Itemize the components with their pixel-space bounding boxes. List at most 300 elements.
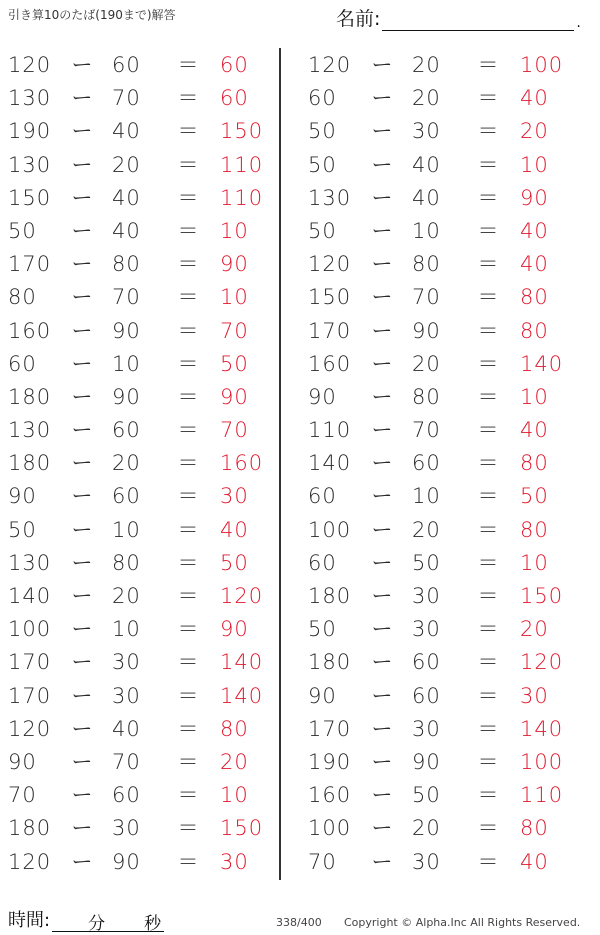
equals-sign: ＝: [177, 517, 199, 542]
minus-sign: ー: [371, 617, 393, 642]
answer: 50: [520, 484, 549, 509]
problem-row: [0, 413, 290, 446]
minuend: 90: [8, 749, 37, 774]
answer: 110: [520, 783, 564, 808]
minuend: 180: [8, 384, 52, 409]
equals-sign: ＝: [177, 152, 199, 177]
minuend: 120: [8, 716, 52, 741]
problem-row: [300, 679, 590, 712]
subtrahend: 20: [412, 86, 441, 111]
problem-row: [300, 413, 590, 446]
answer: 70: [220, 418, 249, 443]
problem-row: [300, 247, 590, 280]
answer: 10: [520, 550, 549, 575]
problem-row: [0, 114, 290, 147]
minuend: 130: [8, 418, 52, 443]
minuend: 160: [308, 351, 352, 376]
minus-sign: ー: [71, 86, 93, 111]
problem-row: [300, 513, 590, 546]
minuend: 50: [8, 517, 37, 542]
answer: 90: [220, 617, 249, 642]
subtrahend: 10: [412, 484, 441, 509]
problem-row: [0, 247, 290, 280]
minuend: 60: [308, 484, 337, 509]
problem-row: [300, 280, 590, 313]
minuend: 50: [308, 617, 337, 642]
minuend: 150: [308, 285, 352, 310]
problem-row: [300, 745, 590, 778]
worksheet-title: 引き算10のたば(190まで)解答: [8, 8, 176, 22]
subtrahend: 80: [112, 550, 141, 575]
subtrahend: 70: [112, 86, 141, 111]
minuend: 60: [308, 550, 337, 575]
problem-row: [300, 845, 590, 878]
minus-sign: ー: [371, 119, 393, 144]
minuend: 50: [308, 152, 337, 177]
minus-sign: ー: [371, 783, 393, 808]
minuend: 130: [8, 86, 52, 111]
subtrahend: 90: [412, 318, 441, 343]
minus-sign: ー: [371, 816, 393, 841]
minus-sign: ー: [71, 517, 93, 542]
equals-sign: ＝: [477, 451, 499, 476]
minuend: 90: [8, 484, 37, 509]
minus-sign: ー: [71, 152, 93, 177]
problem-row: [0, 314, 290, 347]
problem-row: [0, 81, 290, 114]
subtrahend: 60: [412, 451, 441, 476]
subtrahend: 40: [112, 185, 141, 210]
answer: 150: [520, 584, 564, 608]
minus-sign: ー: [371, 285, 393, 310]
problem-row: [0, 214, 290, 247]
subtrahend: 20: [412, 351, 441, 376]
equals-sign: ＝: [477, 152, 499, 177]
problem-row: [300, 114, 590, 147]
answer: 140: [520, 351, 564, 376]
minus-sign: ー: [371, 550, 393, 575]
minus-sign: ー: [71, 185, 93, 210]
equals-sign: ＝: [477, 749, 499, 774]
column-divider: [279, 48, 281, 880]
answer: 40: [220, 517, 249, 542]
subtrahend: 10: [412, 218, 441, 243]
minus-sign: ー: [71, 384, 93, 409]
minuend: 60: [8, 351, 37, 376]
answer: 150: [220, 816, 264, 841]
answer: 140: [220, 683, 264, 708]
minus-sign: ー: [371, 451, 393, 476]
answer: 80: [220, 716, 249, 741]
minuend: 130: [8, 550, 52, 575]
problem-row: [0, 645, 290, 678]
equals-sign: ＝: [477, 53, 499, 77]
minus-sign: ー: [371, 716, 393, 741]
answer: 90: [220, 384, 249, 409]
left-problem-column: [0, 48, 290, 878]
minuend: 170: [8, 650, 52, 675]
minuend: 150: [8, 185, 52, 210]
equals-sign: ＝: [477, 584, 499, 608]
equals-sign: ＝: [477, 617, 499, 642]
minus-sign: ー: [371, 318, 393, 343]
time-input-line[interactable]: [52, 909, 164, 932]
minuend: 180: [308, 650, 352, 675]
minuend: 100: [8, 617, 52, 642]
subtrahend: 70: [412, 285, 441, 310]
problem-row: [300, 81, 590, 114]
minuend: 50: [308, 119, 337, 144]
equals-sign: ＝: [177, 418, 199, 443]
problem-row: [300, 546, 590, 579]
minus-sign: ー: [371, 650, 393, 675]
copyright-notice: Copyright © Alpha.Inc All Rights Reserved.: [344, 916, 581, 929]
problem-row: [0, 48, 290, 81]
subtrahend: 70: [412, 418, 441, 443]
minus-sign: ー: [371, 384, 393, 409]
equals-sign: ＝: [477, 119, 499, 144]
equals-sign: ＝: [477, 185, 499, 210]
time-label: 時間:: [8, 910, 51, 931]
problem-row: [0, 811, 290, 844]
answer: 160: [220, 451, 264, 476]
subtrahend: 30: [412, 716, 441, 741]
minuend: 170: [308, 318, 352, 343]
minus-sign: ー: [71, 816, 93, 841]
subtrahend: 40: [112, 119, 141, 144]
problem-row: [300, 778, 590, 811]
equals-sign: ＝: [477, 86, 499, 111]
problem-row: [300, 645, 590, 678]
right-problem-column: [300, 48, 590, 878]
problem-row: [300, 446, 590, 479]
subtrahend: 50: [412, 550, 441, 575]
problem-row: [300, 347, 590, 380]
equals-sign: ＝: [177, 451, 199, 476]
subtrahend: 10: [112, 517, 141, 542]
problem-row: [300, 479, 590, 512]
answer: 40: [520, 418, 549, 443]
answer: 100: [520, 749, 564, 774]
equals-sign: ＝: [477, 285, 499, 310]
minuend: 120: [308, 53, 352, 77]
problem-row: [300, 48, 590, 81]
minus-sign: ー: [371, 749, 393, 774]
subtrahend: 40: [112, 218, 141, 243]
subtrahend: 30: [112, 650, 141, 675]
problem-row: [300, 148, 590, 181]
minuend: 50: [8, 218, 37, 243]
minus-sign: ー: [71, 418, 93, 443]
subtrahend: 90: [112, 849, 141, 874]
minuend: 80: [8, 285, 37, 310]
answer: 40: [520, 218, 549, 243]
answer: 110: [220, 185, 264, 210]
problem-row: [300, 712, 590, 745]
problem-row: [0, 380, 290, 413]
problem-row: [300, 314, 590, 347]
minuend: 170: [8, 252, 52, 277]
minus-sign: ー: [371, 849, 393, 874]
answer: 120: [220, 584, 264, 608]
problem-row: [0, 845, 290, 878]
subtrahend: 70: [112, 749, 141, 774]
answer: 80: [520, 285, 549, 310]
equals-sign: ＝: [477, 650, 499, 675]
problem-row: [0, 778, 290, 811]
minuend: 120: [8, 53, 52, 77]
minuend: 160: [308, 783, 352, 808]
subtrahend: 30: [412, 849, 441, 874]
equals-sign: ＝: [177, 650, 199, 675]
minus-sign: ー: [71, 53, 93, 77]
minus-sign: ー: [371, 351, 393, 376]
minus-sign: ー: [71, 285, 93, 310]
subtrahend: 30: [112, 683, 141, 708]
answer: 50: [220, 550, 249, 575]
minuend: 100: [308, 517, 352, 542]
answer: 110: [220, 152, 264, 177]
subtrahend: 10: [112, 351, 141, 376]
subtrahend: 30: [112, 816, 141, 841]
answer: 80: [520, 451, 549, 476]
minuend: 70: [8, 783, 37, 808]
answer: 10: [220, 218, 249, 243]
minus-sign: ー: [71, 252, 93, 277]
subtrahend: 90: [112, 384, 141, 409]
minuend: 160: [8, 318, 52, 343]
minus-sign: ー: [71, 783, 93, 808]
minuend: 170: [8, 683, 52, 708]
answer: 120: [520, 650, 564, 675]
problem-row: [0, 546, 290, 579]
equals-sign: ＝: [177, 783, 199, 808]
minus-sign: ー: [371, 53, 393, 77]
minus-sign: ー: [71, 749, 93, 774]
minus-sign: ー: [371, 86, 393, 111]
equals-sign: ＝: [177, 185, 199, 210]
answer: 10: [520, 384, 549, 409]
problem-row: [0, 280, 290, 313]
minus-sign: ー: [371, 218, 393, 243]
answer: 80: [520, 816, 549, 841]
minuend: 140: [8, 584, 52, 608]
answer: 30: [220, 849, 249, 874]
problem-row: [300, 214, 590, 247]
subtrahend: 40: [412, 185, 441, 210]
seconds-unit: 秒: [144, 914, 162, 934]
problem-row: [0, 446, 290, 479]
minuend: 90: [308, 384, 337, 409]
minus-sign: ー: [71, 617, 93, 642]
problem-row: [300, 612, 590, 645]
equals-sign: ＝: [477, 849, 499, 874]
equals-sign: ＝: [177, 716, 199, 741]
minus-sign: ー: [71, 451, 93, 476]
minus-sign: ー: [371, 185, 393, 210]
answer: 90: [220, 252, 249, 277]
answer: 10: [220, 783, 249, 808]
equals-sign: ＝: [477, 550, 499, 575]
answer: 30: [220, 484, 249, 509]
subtrahend: 90: [412, 749, 441, 774]
equals-sign: ＝: [177, 53, 199, 77]
minus-sign: ー: [71, 584, 93, 608]
equals-sign: ＝: [177, 86, 199, 111]
minuend: 130: [308, 185, 352, 210]
subtrahend: 70: [112, 285, 141, 310]
equals-sign: ＝: [477, 816, 499, 841]
problem-row: [0, 513, 290, 546]
minuend: 180: [8, 451, 52, 476]
minus-sign: ー: [371, 517, 393, 542]
page-number: 338/400: [276, 916, 322, 929]
equals-sign: ＝: [177, 816, 199, 841]
problem-row: [0, 579, 290, 612]
equals-sign: ＝: [477, 683, 499, 708]
equals-sign: ＝: [477, 252, 499, 277]
name-field-area: [336, 4, 581, 31]
answer: 60: [220, 53, 249, 77]
equals-sign: ＝: [477, 384, 499, 409]
problem-row: [0, 347, 290, 380]
problem-row: [0, 679, 290, 712]
subtrahend: 50: [412, 783, 441, 808]
subtrahend: 40: [112, 716, 141, 741]
minuend: 190: [8, 119, 52, 144]
equals-sign: ＝: [177, 285, 199, 310]
subtrahend: 30: [412, 584, 441, 608]
problem-row: [300, 811, 590, 844]
minuend: 90: [308, 683, 337, 708]
minus-sign: ー: [71, 650, 93, 675]
answer: 40: [520, 252, 549, 277]
minus-sign: ー: [71, 849, 93, 874]
answer: 10: [220, 285, 249, 310]
minus-sign: ー: [371, 418, 393, 443]
equals-sign: ＝: [177, 550, 199, 575]
minuend: 130: [8, 152, 52, 177]
equals-sign: ＝: [477, 318, 499, 343]
subtrahend: 60: [412, 650, 441, 675]
subtrahend: 80: [412, 252, 441, 277]
minus-sign: ー: [71, 550, 93, 575]
minus-sign: ー: [71, 318, 93, 343]
equals-sign: ＝: [177, 617, 199, 642]
subtrahend: 60: [112, 418, 141, 443]
answer: 40: [520, 86, 549, 111]
problem-row: [0, 612, 290, 645]
equals-sign: ＝: [177, 252, 199, 277]
minuend: 60: [308, 86, 337, 111]
equals-sign: ＝: [477, 351, 499, 376]
time-field-area: [8, 906, 164, 932]
answer: 50: [220, 351, 249, 376]
minus-sign: ー: [371, 683, 393, 708]
answer: 70: [220, 318, 249, 343]
answer: 10: [520, 152, 549, 177]
subtrahend: 60: [112, 783, 141, 808]
minuend: 100: [308, 816, 352, 841]
subtrahend: 60: [412, 683, 441, 708]
equals-sign: ＝: [177, 218, 199, 243]
minuend: 50: [308, 218, 337, 243]
answer: 40: [520, 849, 549, 874]
subtrahend: 20: [112, 451, 141, 476]
equals-sign: ＝: [177, 584, 199, 608]
answer: 150: [220, 119, 264, 144]
minus-sign: ー: [371, 252, 393, 277]
minus-sign: ー: [71, 683, 93, 708]
equals-sign: ＝: [477, 783, 499, 808]
answer: 20: [220, 749, 249, 774]
minuend: 120: [8, 849, 52, 874]
subtrahend: 90: [112, 318, 141, 343]
minuend: 180: [308, 584, 352, 608]
minus-sign: ー: [71, 218, 93, 243]
subtrahend: 60: [112, 484, 141, 509]
problem-row: [0, 712, 290, 745]
minuend: 140: [308, 451, 352, 476]
minuend: 170: [308, 716, 352, 741]
name-dot: .: [576, 15, 581, 31]
subtrahend: 80: [412, 384, 441, 409]
minus-sign: ー: [71, 351, 93, 376]
minus-sign: ー: [71, 119, 93, 144]
minus-sign: ー: [371, 152, 393, 177]
equals-sign: ＝: [477, 218, 499, 243]
answer: 100: [520, 53, 564, 77]
equals-sign: ＝: [177, 384, 199, 409]
answer: 20: [520, 617, 549, 642]
subtrahend: 80: [112, 252, 141, 277]
minus-sign: ー: [71, 716, 93, 741]
answer: 80: [520, 318, 549, 343]
answer: 20: [520, 119, 549, 144]
subtrahend: 10: [112, 617, 141, 642]
subtrahend: 20: [412, 517, 441, 542]
subtrahend: 30: [412, 617, 441, 642]
equals-sign: ＝: [177, 351, 199, 376]
minutes-unit: 分: [88, 914, 106, 934]
equals-sign: ＝: [177, 849, 199, 874]
minuend: 120: [308, 252, 352, 277]
subtrahend: 20: [412, 816, 441, 841]
equals-sign: ＝: [177, 119, 199, 144]
subtrahend: 40: [412, 152, 441, 177]
minus-sign: ー: [371, 484, 393, 509]
equals-sign: ＝: [477, 484, 499, 509]
minuend: 190: [308, 749, 352, 774]
equals-sign: ＝: [177, 484, 199, 509]
minuend: 70: [308, 849, 337, 874]
minuend: 110: [308, 418, 352, 443]
minuend: 180: [8, 816, 52, 841]
equals-sign: ＝: [477, 716, 499, 741]
answer: 60: [220, 86, 249, 111]
problem-row: [300, 380, 590, 413]
name-input-line[interactable]: [382, 8, 574, 31]
problem-row: [300, 181, 590, 214]
subtrahend: 30: [412, 119, 441, 144]
equals-sign: ＝: [477, 517, 499, 542]
answer: 90: [520, 185, 549, 210]
subtrahend: 20: [112, 584, 141, 608]
minus-sign: ー: [371, 584, 393, 608]
equals-sign: ＝: [177, 749, 199, 774]
problem-row: [0, 479, 290, 512]
equals-sign: ＝: [177, 683, 199, 708]
